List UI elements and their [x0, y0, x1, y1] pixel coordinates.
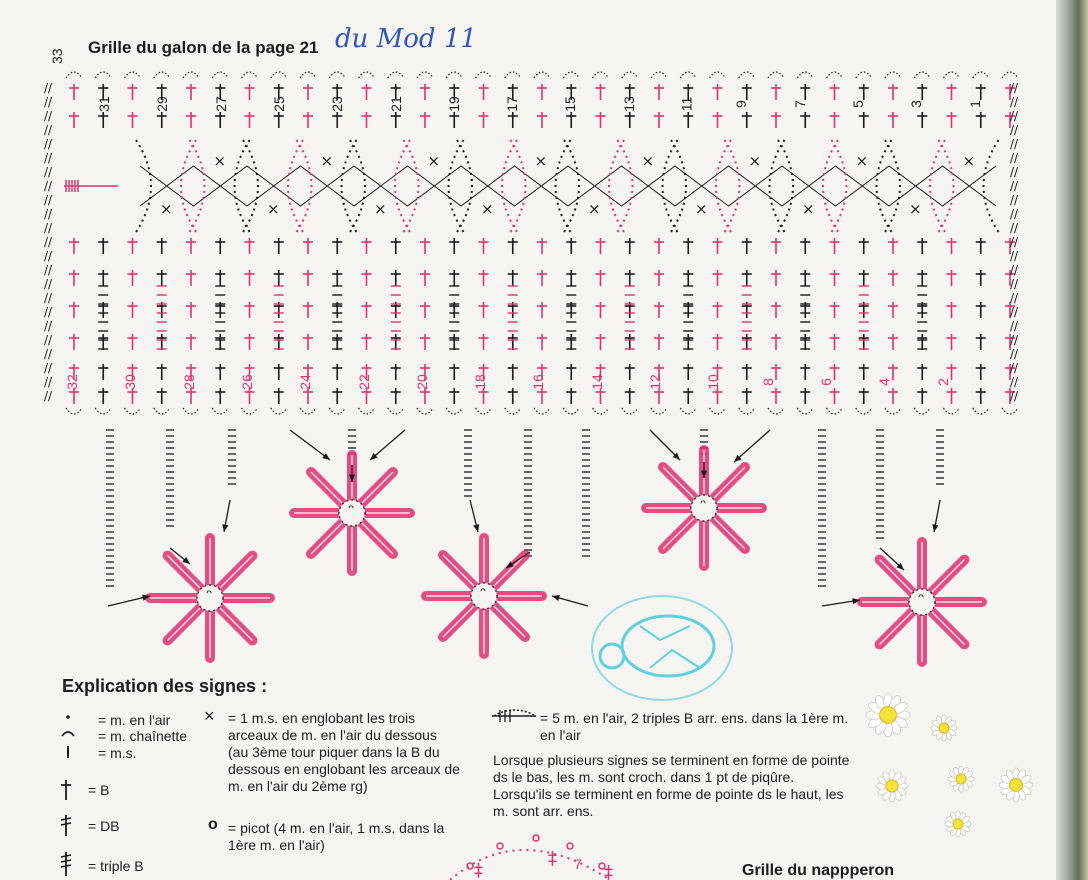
petal-vein	[311, 523, 342, 554]
bottom-row-number: 20	[413, 374, 430, 390]
bottom-row-number: 28	[180, 374, 197, 390]
petal-vein	[494, 555, 525, 586]
picot-arc	[914, 72, 930, 78]
edge-mark: //	[44, 81, 53, 95]
petal-vein	[663, 467, 694, 498]
x-stitch-mark: ×	[695, 200, 708, 218]
picot-arc	[1002, 408, 1018, 414]
bottom-row-number: 22	[355, 374, 372, 390]
chain-arc	[877, 140, 892, 232]
top-row-number: 21	[387, 96, 404, 112]
edge-mark: //	[44, 333, 53, 347]
slip-stitch-icon: ᴖ	[206, 588, 213, 599]
petal-vein	[880, 612, 913, 645]
edge-mark: //	[1010, 249, 1019, 263]
daisy-center	[956, 774, 966, 784]
picot-arc	[95, 72, 111, 78]
edge-mark: //	[44, 375, 53, 389]
legend-note: Lorsque plusieurs signes se terminent en forme de pointe ds le bas, les m. sont croch. dans 1 pt de piqûre. Lorsqu'ils se terminent en forme de pointe ds le haut, les m. sont arr. ens.	[493, 752, 850, 819]
fan-stitch-icon	[492, 710, 536, 722]
chain-arc	[136, 140, 151, 232]
picot-arc	[856, 408, 872, 414]
picot-arc	[388, 72, 404, 78]
picot-arc	[710, 408, 726, 414]
edge-mark: //	[1010, 95, 1019, 109]
edge-mark: //	[1010, 193, 1019, 207]
picot-arc	[768, 72, 784, 78]
top-row-number: 15	[562, 96, 579, 112]
picot-arc	[710, 72, 726, 78]
grid-title: Grille du galon de la page 21	[88, 38, 319, 57]
chain-arc	[609, 140, 624, 232]
picot-arc	[827, 408, 843, 414]
page-number: 33	[49, 48, 65, 64]
edge-mark: //	[1010, 319, 1019, 333]
picot-arc	[446, 408, 462, 414]
petal-vein	[168, 608, 201, 641]
edge-mark: //	[44, 109, 53, 123]
chain-arc	[288, 140, 303, 232]
picot-arc	[827, 72, 843, 78]
top-row-number: 9	[733, 100, 750, 108]
edge-mark: //	[44, 277, 53, 291]
edge-mark: //	[44, 319, 53, 333]
edge-mark: //	[1010, 375, 1019, 389]
top-row-number: 7	[791, 100, 808, 108]
edge-mark: //	[1010, 235, 1019, 249]
chain-arc	[457, 140, 472, 232]
picot-arc	[388, 408, 404, 414]
picot-arc	[66, 72, 82, 78]
chain-dot-icon	[66, 715, 70, 719]
stitch-mark: ‡	[548, 848, 557, 869]
top-row-number: 19	[445, 96, 462, 112]
flower-motif	[862, 542, 982, 662]
x-stitch-mark: ×	[909, 200, 922, 218]
picot-arc	[797, 72, 813, 78]
picot-arc	[885, 72, 901, 78]
bottom-row-number: 14	[588, 374, 605, 390]
edge-mark: //	[44, 193, 53, 207]
handwritten-note: du Mod 11	[335, 24, 477, 54]
petal-vein	[932, 560, 965, 593]
edge-mark: //	[1010, 305, 1019, 319]
chain-arc	[243, 140, 258, 232]
edge-mark: //	[44, 207, 53, 221]
treble-icon	[61, 818, 71, 820]
edge-mark: //	[1010, 263, 1019, 277]
picot-arc	[593, 72, 609, 78]
arrow-head-icon	[932, 524, 938, 532]
picot-icon	[497, 843, 503, 849]
picot-arc	[622, 72, 638, 78]
edge-mark: //	[44, 221, 53, 235]
picot-arc	[329, 72, 345, 78]
picot-arc	[856, 72, 872, 78]
x-stitch-mark: ×	[320, 152, 334, 170]
daisy-center	[939, 723, 949, 733]
bottom-row-number: 4	[876, 378, 893, 386]
picot-arc	[271, 408, 287, 414]
picot-arc	[739, 408, 755, 414]
edge-mark: //	[1010, 137, 1019, 151]
x-stitch-mark: ×	[855, 152, 869, 170]
edge-mark: //	[44, 95, 53, 109]
petal-vein	[494, 606, 525, 637]
chain-arc	[297, 140, 312, 232]
picot-arc	[183, 72, 199, 78]
chain-arc	[671, 140, 686, 232]
arrow-head-icon	[552, 595, 560, 601]
picot-arc	[797, 408, 813, 414]
picot-arc	[125, 408, 141, 414]
chain-arc	[190, 140, 205, 232]
daisy-icon	[948, 766, 974, 792]
picot-arc	[242, 72, 258, 78]
picot-icon: o	[208, 816, 218, 833]
chain-arc	[939, 140, 954, 232]
chain-arc	[770, 140, 785, 232]
picot-arc	[300, 72, 316, 78]
x-stitch-mark: ×	[374, 200, 387, 218]
bottom-row-number: 24	[296, 374, 313, 390]
picot-arc	[563, 408, 579, 414]
bottom-row-number: 12	[646, 374, 663, 390]
treble-icon	[61, 823, 71, 825]
chain-arc	[618, 140, 633, 232]
bottom-row-number: 6	[817, 378, 834, 386]
chain-arc	[449, 140, 464, 232]
arrow-head-icon	[322, 453, 330, 460]
edge-mark: //	[44, 291, 53, 305]
x-stitch-mark: ×	[534, 152, 548, 170]
picot-arc	[183, 408, 199, 414]
petal-vein	[443, 606, 474, 637]
picot-arc	[476, 72, 492, 78]
edge-mark: //	[44, 179, 53, 193]
bottom-row-number: 2	[934, 378, 951, 386]
x-stitch-mark: ×	[213, 152, 227, 170]
picot-arc	[944, 72, 960, 78]
doily-round-number: 7	[574, 856, 582, 872]
photo-edge	[1056, 0, 1088, 880]
picot-arc	[651, 408, 667, 414]
slip-stitch-icon: ᴖ	[918, 592, 925, 603]
daisy-center	[953, 819, 963, 829]
picot-arc	[359, 408, 375, 414]
edge-mark: //	[1010, 207, 1019, 221]
slip-stitch-icon: ᴖ	[348, 503, 355, 514]
top-row-number: 13	[620, 96, 637, 112]
edge-mark: //	[1010, 347, 1019, 361]
bottom-row-number: 30	[122, 374, 139, 390]
picot-arc	[651, 72, 667, 78]
chain-arc	[984, 140, 999, 232]
picot-arc	[300, 408, 316, 414]
top-row-number: 23	[328, 96, 345, 112]
picot-arc	[914, 408, 930, 414]
edge-mark: //	[1010, 151, 1019, 165]
picot-arc	[212, 408, 228, 414]
top-row-number: 3	[908, 100, 925, 108]
chain-arc	[181, 140, 196, 232]
legend-double: = B	[88, 782, 110, 798]
edge-mark: //	[44, 361, 53, 375]
top-row-number: 31	[95, 96, 112, 112]
edge-mark: //	[44, 389, 53, 403]
picot-icon	[567, 843, 573, 849]
picot-arc	[505, 72, 521, 78]
edge-mark: //	[1010, 109, 1019, 123]
triple-treble-icon	[61, 855, 71, 857]
daisy-icon	[999, 768, 1033, 802]
picot-arc	[593, 408, 609, 414]
stitch-mark: ‡	[474, 860, 483, 880]
edge-mark: //	[44, 137, 53, 151]
chain-arc	[778, 140, 793, 232]
picot-arc	[680, 72, 696, 78]
edge-mark: //	[1010, 221, 1019, 235]
picot-arc	[66, 408, 82, 414]
edge-mark: //	[44, 151, 53, 165]
x-stitch-mark: ×	[160, 200, 173, 218]
x-stitch-mark: ×	[481, 200, 494, 218]
x-stitch-mark: ×	[962, 152, 976, 170]
edge-mark: //	[44, 305, 53, 319]
chain-arc	[395, 140, 410, 232]
picot-arc	[534, 72, 550, 78]
stitch-mark: ‡	[604, 862, 613, 880]
picot-arc	[154, 72, 170, 78]
picot-arc	[359, 72, 375, 78]
daisy-icon	[945, 811, 971, 837]
picot-arc	[125, 72, 141, 78]
bottom-row-number: 10	[705, 374, 722, 390]
x-stitch-mark: ×	[267, 200, 280, 218]
chain-arc	[885, 140, 900, 232]
top-row-number: 25	[270, 96, 287, 112]
chain-arc	[564, 140, 579, 232]
petal-vein	[880, 560, 913, 593]
edge-mark: //	[44, 249, 53, 263]
picot-arc	[505, 408, 521, 414]
slip-stitch-icon	[62, 732, 74, 736]
daisy-center	[880, 707, 897, 724]
edge-mark: //	[1010, 179, 1019, 193]
picot-arc	[95, 408, 111, 414]
chain-arc	[725, 140, 740, 232]
picot-arc	[417, 72, 433, 78]
chain-arc	[342, 140, 357, 232]
picot-arc	[329, 408, 345, 414]
x-symbol-icon: ×	[204, 706, 215, 726]
chain-arc	[930, 140, 945, 232]
daisy-icon	[866, 693, 910, 737]
chain-arc	[823, 140, 838, 232]
legend-chain: = m. en l'air	[98, 712, 171, 728]
top-row-number: 1	[966, 100, 983, 108]
picot-arc	[768, 408, 784, 414]
picot-arc	[563, 72, 579, 78]
chain-arc	[404, 140, 419, 232]
top-row-number: 11	[678, 96, 695, 112]
petal-vein	[220, 608, 253, 641]
edge-mark: //	[1010, 81, 1019, 95]
legend-single: = m.s.	[98, 745, 137, 761]
picot-arc	[1002, 72, 1018, 78]
edge-mark: //	[1010, 277, 1019, 291]
legend-fan-text: = 5 m. en l'air, 2 triples B arr. ens. dans la 1ère m. en l'air	[540, 710, 849, 743]
top-row-number: 17	[503, 96, 520, 112]
picot-arc	[622, 408, 638, 414]
chain-arc	[511, 140, 526, 232]
legend-treble: = DB	[88, 818, 120, 834]
picot-arc	[242, 408, 258, 414]
x-stitch-mark: ×	[641, 152, 655, 170]
triple-treble-icon	[61, 865, 71, 867]
legend-x-text: = 1 m.s. en englobant les trois arceaux de m. en l'air du dessous (au 3ème tour piquer dans la B du dessous en englobant les arceaux de m. en l'air du 2ème rg)	[228, 710, 460, 794]
picot-arc	[973, 408, 989, 414]
chain-arc	[350, 140, 365, 232]
picot-arc	[417, 408, 433, 414]
picot-arc	[271, 72, 287, 78]
picot-icon	[533, 835, 539, 841]
x-stitch-mark: ×	[588, 200, 601, 218]
picot-arc	[680, 408, 696, 414]
legend-triple: = triple B	[88, 858, 144, 874]
edge-mark: //	[1010, 165, 1019, 179]
triple-treble-icon	[61, 860, 71, 862]
top-row-number: 27	[212, 96, 229, 112]
edge-mark: //	[44, 165, 53, 179]
chain-arc	[556, 140, 571, 232]
petal-vein	[362, 523, 393, 554]
daisy-icon	[931, 715, 957, 741]
turtle-stamp-icon	[592, 596, 732, 700]
edge-mark: //	[44, 263, 53, 277]
legend-picot-text: = picot (4 m. en l'air, 1 m.s. dans la 1ère m. en l'air)	[228, 820, 445, 853]
petal-vein	[714, 518, 745, 549]
flower-motif	[150, 538, 270, 658]
picot-arc	[885, 408, 901, 414]
bottom-title: Grille du nappperon	[742, 862, 895, 879]
petal-vein	[311, 472, 342, 503]
chain-arc	[235, 140, 250, 232]
x-stitch-mark: ×	[427, 152, 441, 170]
petal-vein	[932, 612, 965, 645]
arrow-head-icon	[222, 524, 228, 532]
x-stitch-mark: ×	[802, 200, 815, 218]
petal-vein	[362, 472, 393, 503]
petal-vein	[220, 556, 253, 589]
chain-arc	[716, 140, 731, 232]
legend-slip: = m. chaînette	[98, 728, 188, 744]
edge-mark: //	[44, 235, 53, 249]
bottom-row-number: 16	[530, 374, 547, 390]
picot-arc	[973, 72, 989, 78]
picot-arc	[212, 72, 228, 78]
daisy-icon	[876, 770, 908, 802]
chain-arc	[663, 140, 678, 232]
bottom-row-number: 32	[63, 374, 80, 390]
picot-arc	[446, 72, 462, 78]
edge-mark: //	[1010, 333, 1019, 347]
edge-mark: //	[44, 123, 53, 137]
picot-arc	[476, 408, 492, 414]
top-row-number: 5	[849, 100, 866, 108]
slip-stitch-icon: ᴖ	[700, 498, 707, 509]
edge-mark: //	[44, 347, 53, 361]
picot-arc	[739, 72, 755, 78]
legend-title: Explication des signes :	[62, 676, 268, 696]
bottom-row-number: 26	[238, 374, 255, 390]
bottom-row-number: 18	[471, 374, 488, 390]
arrow-line	[290, 430, 330, 460]
edge-mark: //	[1010, 123, 1019, 137]
chain-arc	[502, 140, 517, 232]
daisy-center	[1010, 779, 1023, 792]
petal-vein	[714, 467, 745, 498]
petal-vein	[443, 555, 474, 586]
picot-arc	[534, 408, 550, 414]
top-row-number: 29	[154, 96, 171, 112]
edge-mark: //	[1010, 389, 1019, 403]
picot-arc	[944, 408, 960, 414]
chain-arc	[832, 140, 847, 232]
daisy-center	[886, 780, 898, 792]
slip-stitch-icon: ᴖ	[480, 586, 487, 597]
edge-mark: //	[1010, 361, 1019, 375]
edge-mark: //	[1010, 291, 1019, 305]
picot-arc	[154, 408, 170, 414]
bottom-row-number: 8	[759, 378, 776, 386]
petal-vein	[663, 518, 694, 549]
x-stitch-mark: ×	[748, 152, 762, 170]
